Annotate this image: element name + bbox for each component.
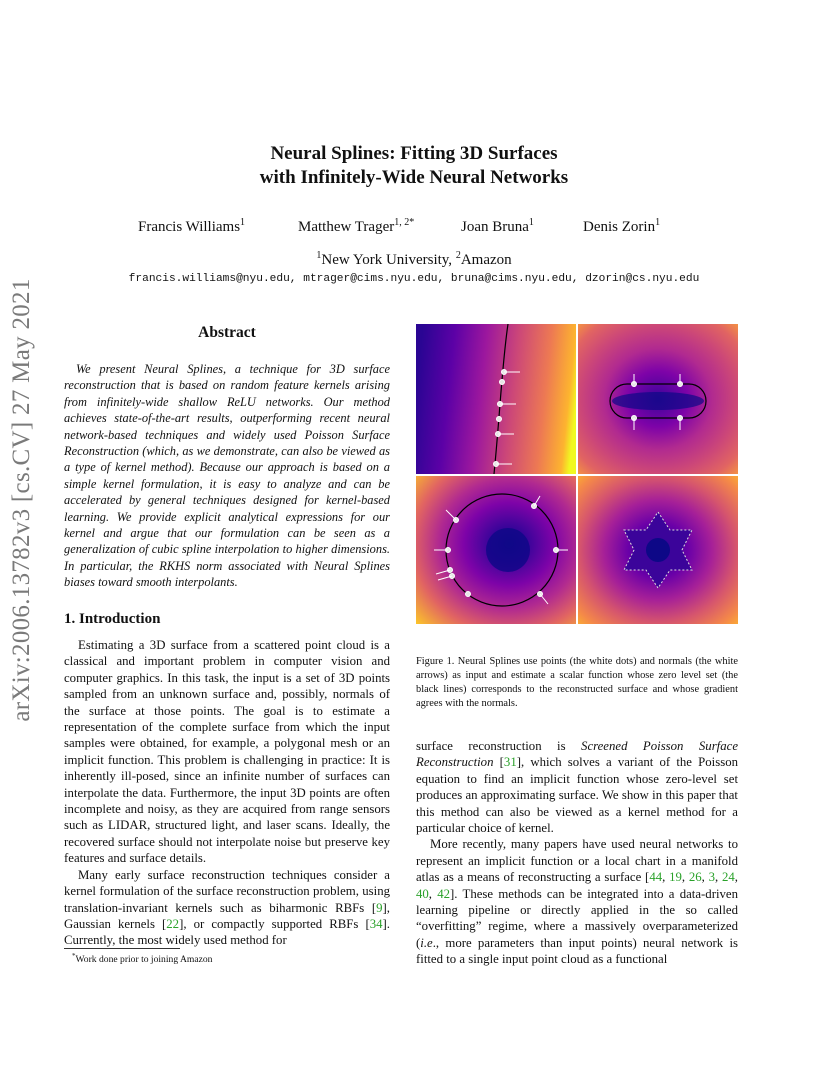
- citation-link[interactable]: 42: [437, 886, 451, 901]
- author-denis-zorin: Denis Zorin$^1$: [583, 217, 661, 235]
- citation-link[interactable]: 44: [649, 870, 663, 885]
- paper-title-line2: with Infinitely-Wide Neural Networks: [259, 167, 569, 188]
- abstract-text: We present Neural Splines, a technique for 3D surface reconstruction that is based on random feature kernels arising from infinitely-wide shallow ReLU networks. Our method achieves state-of-the-art results, outperforming recent neural network-based techniques and widely used Poisson Surface Reconstruction (which, as we demonstrate, can also be viewed as a type of kernel method). Because our approach is based on a simple kernel formulation, it is easy to analyze and can be accelerated by general techniques designed for kernel-based learning. We provide explicit analytical expressions for our kernel and argue that our formulation can be seen as a generalization of cubic spline interpolation to higher dimensions. In particular, the RKHS norm associated with Neural Splines biases toward smooth interpolants.: [64, 362, 390, 590]
- panel-bottom-right: [578, 476, 738, 624]
- citation-link[interactable]: 19: [669, 870, 682, 885]
- citation-link[interactable]: 26: [688, 870, 702, 885]
- footnote-rule: [64, 948, 180, 949]
- right-column-body: [416, 738, 738, 968]
- footnote: *Work done prior to joining Amazon: [72, 952, 213, 966]
- citation-link[interactable]: 40: [416, 886, 429, 901]
- panel-bottom-left: [416, 476, 576, 624]
- arxiv-id: arXiv:2006.13782v3 [cs.CV] 27 May 2021: [8, 278, 35, 722]
- author-emails: francis.williams@nyu.edu, mtrager@cims.nyu.edu, bruna@cims.nyu.edu, dzorin@cs.nyu.edu: [128, 273, 700, 285]
- author-francis-williams: Francis Williams$^1$: [138, 217, 246, 235]
- citation-link[interactable]: 34: [369, 916, 383, 931]
- citation-link[interactable]: 22: [166, 916, 180, 931]
- citation-link[interactable]: 24: [722, 870, 735, 885]
- affiliations: $^1$New York University, $^2$Amazon: [316, 250, 512, 268]
- citation-link[interactable]: 31: [503, 755, 517, 770]
- panel-top-left: [416, 324, 576, 474]
- abstract-heading: Abstract: [198, 324, 256, 341]
- panel-top-right: [578, 324, 738, 474]
- author-joan-bruna: Joan Bruna$^1$: [461, 217, 534, 235]
- author-matthew-trager: Matthew Trager$^{1, 2*}$: [298, 217, 415, 235]
- citation-link[interactable]: 3: [708, 870, 716, 885]
- intro-paragraph-1: Estimating a 3D surface from a scattered point cloud is a classical and important problem in computer vision and computer graphics. In this task, the input is a set of 3D points sampled from an unknown surface and, possibly, normals of the surface at those points. The goal is to estimate a representation of the complete surface from which the input samples were obtained, for example, a polygonal mesh or an implicit function. This problem is challenging in practice: It is inherently ill-posed, since an infinite number of surfaces can interpolate the data. Furthermore, the input 3D points are often incomplete and noisy, as they are acquired from range sensors such as LIDAR, structured light, and laser scans. Ideally, the recovered surface should not interpolate noise but preserve key features and surface details.: [64, 638, 390, 866]
- section-heading-introduction: 1. Introduction: [64, 611, 161, 627]
- figure-1: [416, 324, 738, 624]
- right-paragraph-1: surface reconstruction is Screened Poisson Surface Reconstruction [31], which solves a variant of the Poisson equation to find an implicit function whose zero-level set produces an approximating surface. We show in this paper that this method can also be viewed as a kernel method for a particular choice of kernel.: [416, 739, 738, 836]
- figure-1-panels: [416, 324, 738, 624]
- intro-paragraph-2: Many early surface reconstruction techniques consider a kernel formulation of the surface reconstruction problem, using translation-invariant kernels such as biharmonic RBFs [9], Gaussian kernels [22], or compactly supported RBFs [34]. Currently, the most widely used method for: [64, 867, 390, 948]
- figure-1-caption: Figure 1. Neural Splines use points (the white dots) and normals (the white arrows) as input and estimate a scalar function whose zero level set (the black lines) corresponds to the reconstructed surface and whose gradient agrees with the normals.: [416, 656, 738, 709]
- right-paragraph-2: More recently, many papers have used neural networks to represent an implicit function or a local chart in a manifold atlas as a means of reconstructing a surface [44, 19, 26, 3, 24, 40, 42]. These methods can be integrated into a data-driven learning pipeline or directly applied in the so called “overfitting” regime, where a massively overparameterized (i.e., more parameters than input points) neural network is fitted to a single input point cloud as a functional: [416, 837, 738, 967]
- paper-title-line1: Neural Splines: Fitting 3D Surfaces: [270, 143, 558, 164]
- citation-link[interactable]: 9: [376, 900, 383, 915]
- left-column-body: [64, 637, 390, 949]
